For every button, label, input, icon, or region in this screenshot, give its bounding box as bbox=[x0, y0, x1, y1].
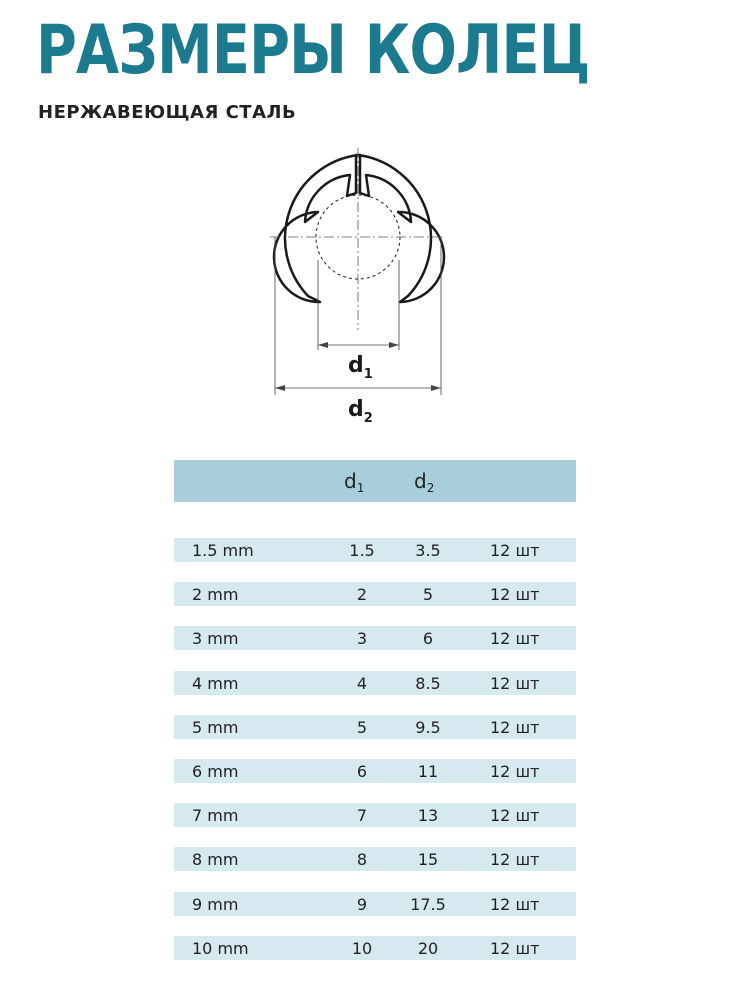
label-d1: $d_1$ bbox=[348, 353, 373, 382]
d2-cell: 20 bbox=[417, 938, 439, 958]
header-d1: $d_1$ bbox=[344, 469, 365, 495]
sizes-table bbox=[174, 460, 576, 960]
d1-cell: 2 bbox=[356, 585, 368, 605]
arrow-d2-right bbox=[431, 385, 441, 391]
header-d2: $d_2$ bbox=[414, 469, 435, 495]
size-cell: 9 mm bbox=[192, 894, 239, 914]
d1-cell: 7 bbox=[356, 806, 368, 826]
ring-outline bbox=[274, 155, 358, 302]
qty-cell: 12 шт bbox=[490, 761, 540, 781]
d2-cell: 13 bbox=[417, 806, 439, 826]
arrow-d2-left bbox=[275, 385, 285, 391]
size-cell: 6 mm bbox=[192, 761, 239, 781]
table-row bbox=[174, 936, 576, 960]
table-body bbox=[174, 538, 576, 960]
size-cell: 3 mm bbox=[192, 629, 239, 649]
d1-cell: 9 bbox=[356, 894, 368, 914]
d1-cell: 3 bbox=[356, 629, 368, 649]
page-subtitle: НЕРЖАВЕЮЩАЯ СТАЛЬ bbox=[38, 102, 297, 123]
d1-cell: 5 bbox=[356, 717, 368, 737]
table-row bbox=[174, 626, 576, 650]
d2-cell: 3.5 bbox=[415, 541, 441, 560]
d2-cell: 17.5 bbox=[410, 894, 446, 914]
qty-cell: 12 шт bbox=[490, 938, 540, 958]
d1-cell: 1.5 bbox=[349, 541, 375, 560]
ring-outline-right bbox=[358, 155, 444, 302]
d2-cell: 11 bbox=[417, 761, 439, 781]
d2-cell: 8.5 bbox=[415, 673, 441, 693]
table-row bbox=[174, 892, 576, 916]
size-cell: 4 mm bbox=[192, 673, 239, 693]
size-cell: 10 mm bbox=[192, 938, 249, 958]
size-cell: 7 mm bbox=[192, 806, 239, 826]
e-ring-diagram bbox=[262, 140, 462, 440]
size-cell: 1.5 mm bbox=[192, 541, 254, 560]
page-title: РАЗМЕРЫ КОЛЕЦ bbox=[36, 11, 590, 90]
qty-cell: 12 шт bbox=[490, 541, 540, 560]
qty-cell: 12 шт bbox=[490, 629, 540, 649]
table-row bbox=[174, 715, 576, 739]
d1-cell: 6 bbox=[356, 761, 368, 781]
qty-cell: 12 шт bbox=[490, 806, 540, 826]
qty-cell: 12 шт bbox=[490, 585, 540, 605]
table-row bbox=[174, 671, 576, 695]
qty-cell: 12 шт bbox=[490, 673, 540, 693]
table-row bbox=[174, 803, 576, 827]
table-row bbox=[174, 582, 576, 606]
table-row bbox=[174, 759, 576, 783]
qty-cell: 12 шт bbox=[490, 717, 540, 737]
arrow-d1-right bbox=[389, 342, 399, 348]
d2-cell: 6 bbox=[422, 629, 434, 649]
table-header bbox=[174, 460, 576, 502]
arrow-d1-left bbox=[318, 342, 328, 348]
d2-cell: 15 bbox=[417, 850, 439, 870]
qty-cell: 12 шт bbox=[490, 894, 540, 914]
d1-cell: 10 bbox=[351, 938, 373, 958]
table-row bbox=[174, 847, 576, 871]
size-cell: 5 mm bbox=[192, 717, 239, 737]
d2-cell: 5 bbox=[422, 585, 434, 605]
label-d2: $d_2$ bbox=[348, 397, 373, 426]
size-cell: 8 mm bbox=[192, 850, 239, 870]
d2-cell: 9.5 bbox=[415, 717, 441, 737]
d1-cell: 8 bbox=[356, 850, 368, 870]
d1-cell: 4 bbox=[356, 673, 368, 693]
qty-cell: 12 шт bbox=[490, 850, 540, 870]
table-row bbox=[174, 538, 576, 562]
size-cell: 2 mm bbox=[192, 585, 239, 605]
